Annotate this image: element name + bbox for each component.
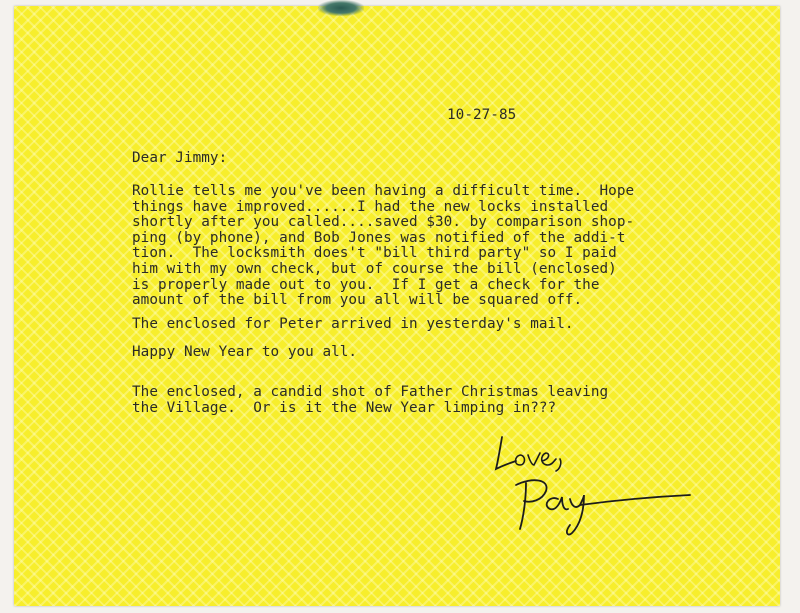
signature-image: [480, 425, 700, 545]
handwritten-closing: [480, 425, 700, 545]
ink-smudge: [318, 0, 364, 16]
paragraph-line: shortly after you called....saved $30. by comparison shop-: [132, 214, 635, 231]
paragraph-line: Rollie tells me you've been having a difficult time. Hope: [132, 183, 635, 199]
letter-date: 10-27-85: [447, 107, 517, 123]
paragraph-line: Happy New Year to you all.: [132, 344, 358, 360]
paragraph-line: the Village. Or is it the New Year limping in???: [132, 399, 557, 416]
paragraph-line: him with my own check, but of course the bill (enclosed): [132, 261, 617, 277]
paragraph-line: is properly made out to you. If I get a check for the: [132, 276, 600, 293]
paragraph-line: things have improved......I had the new locks installed: [132, 198, 609, 215]
paragraph-line: ping (by phone), and Bob Jones was notified of the addi-t: [132, 229, 626, 246]
paragraph-line: tion. The locksmith does't "bill third party" so I paid: [132, 245, 617, 262]
paragraph-line: The enclosed, a candid shot of Father Christmas leaving: [132, 384, 609, 400]
paragraph-line: The enclosed for Peter arrived in yesterday's mail.: [132, 316, 574, 332]
paragraph-line: amount of the bill from you all will be squared off.: [132, 292, 583, 309]
salutation: Dear Jimmy:: [132, 150, 228, 166]
